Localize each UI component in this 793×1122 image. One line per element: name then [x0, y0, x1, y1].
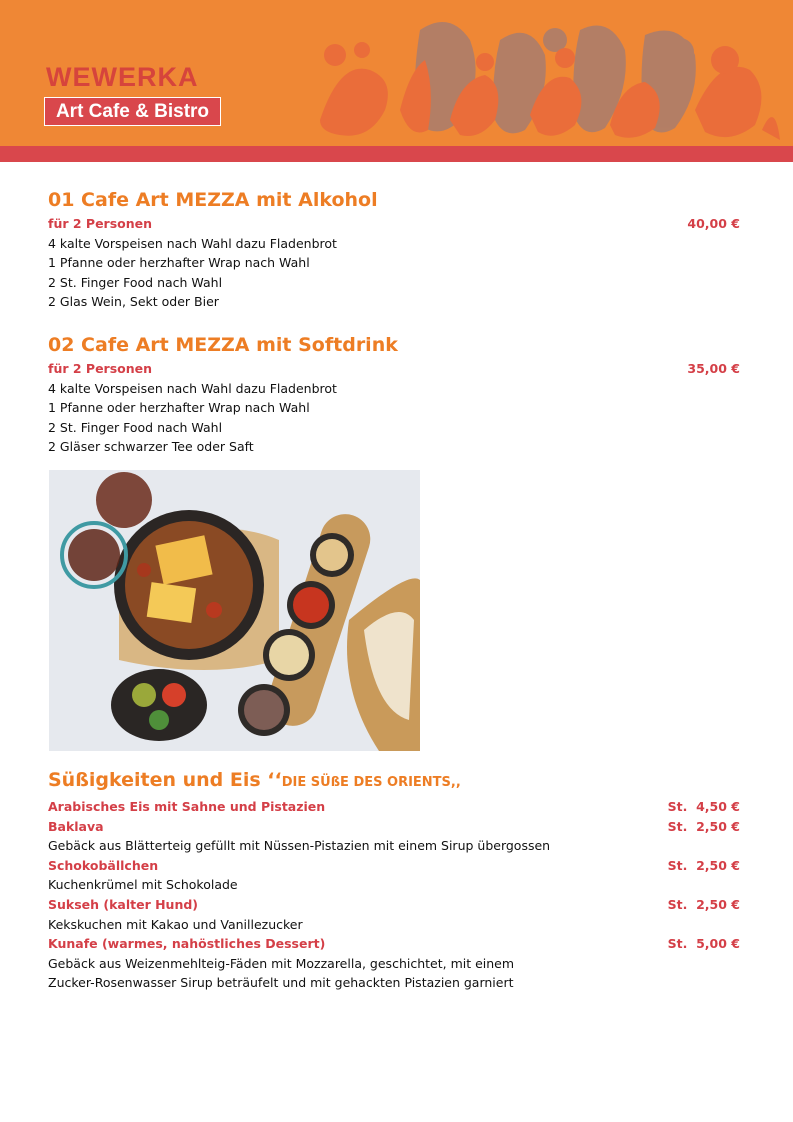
sweets-title-small: DIE SÜßE DES ORIENTS,,: [281, 775, 461, 790]
mezza-list: [48, 186, 740, 457]
sweet-description: Kekskuchen mit Kakao und Vanillezucker: [48, 916, 303, 932]
brand-subtitle: Art Cafe & Bistro: [44, 97, 221, 126]
sweet-name: Schokobällchen: [48, 857, 159, 873]
sweet-price: St. 4,50 €: [667, 799, 740, 814]
sweet-item: [48, 895, 740, 915]
mezza-price-row: [48, 214, 740, 234]
mezza-item-1: [48, 186, 740, 312]
page-header: [0, 0, 793, 146]
mezza-line: 4 kalte Vorspeisen nach Wahl dazu Fladenbrot: [48, 235, 337, 251]
food-photo-illustration: [49, 470, 420, 751]
mezza-price: 35,00 €: [687, 360, 740, 376]
mezza-line: 2 Glas Wein, Sekt oder Bier: [48, 294, 219, 310]
sweet-item: [48, 934, 740, 954]
sweet-name: Kunafe (warmes, nahöstliches Dessert): [48, 936, 326, 952]
sweets-title-main: Süßigkeiten und Eis ‘‘: [48, 769, 282, 791]
header-stripe: [0, 146, 793, 162]
mezza-price-row: [48, 359, 740, 379]
sweet-description: Gebäck aus Blätterteig gefüllt mit Nüssen-Pistazien mit einem Sirup übergossen: [48, 838, 551, 854]
sweet-item: [48, 817, 740, 837]
mezza-persons: für 2 Personen: [48, 216, 153, 231]
mezza-line: 1 Pfanne oder herzhafter Wrap nach Wahl: [48, 400, 310, 416]
brand-name: WEWERKA: [46, 62, 199, 92]
mezza-line: 4 kalte Vorspeisen nach Wahl dazu Fladenbrot: [48, 380, 337, 396]
sweet-description: Zucker-Rosenwasser Sirup beträufelt und mit gehackten Pistazien garniert: [48, 975, 514, 991]
mezza-title: 01 Cafe Art MEZZA mit Alkohol: [48, 189, 378, 211]
sweet-name: Baklava: [48, 818, 104, 834]
calligraphy-decoration: [300, 0, 793, 146]
sweet-name: Arabisches Eis mit Sahne und Pistazien: [48, 799, 326, 814]
mezza-item-2: [48, 331, 740, 457]
mezza-title: 02 Cafe Art MEZZA mit Softdrink: [48, 333, 398, 356]
food-photo: [49, 470, 420, 751]
mezza-line: 2 St. Finger Food nach Wahl: [48, 274, 223, 290]
sweets-section: [48, 766, 740, 993]
sweet-price: St. 2,50 €: [667, 896, 740, 912]
sweets-title: [48, 766, 740, 797]
sweet-description: Gebäck aus Weizenmehlteig-Fäden mit Mozzarella, geschichtet, mit einem: [48, 955, 515, 971]
sweet-item: [48, 797, 740, 817]
mezza-persons: für 2 Personen: [48, 360, 153, 376]
mezza-line: 2 St. Finger Food nach Wahl: [48, 419, 223, 435]
sweet-price: St. 2,50 €: [667, 818, 740, 834]
mezza-line: 2 Gläser schwarzer Tee oder Saft: [48, 439, 254, 455]
sweet-name: Sukseh (kalter Hund): [48, 896, 199, 912]
mezza-price: 40,00 €: [687, 216, 740, 231]
sweet-item: [48, 856, 740, 876]
sweet-price: St. 5,00 €: [667, 936, 740, 952]
mezza-line: 1 Pfanne oder herzhafter Wrap nach Wahl: [48, 255, 310, 271]
sweet-description: Kuchenkrümel mit Schokolade: [48, 877, 238, 893]
sweet-price: St. 2,50 €: [667, 857, 740, 873]
